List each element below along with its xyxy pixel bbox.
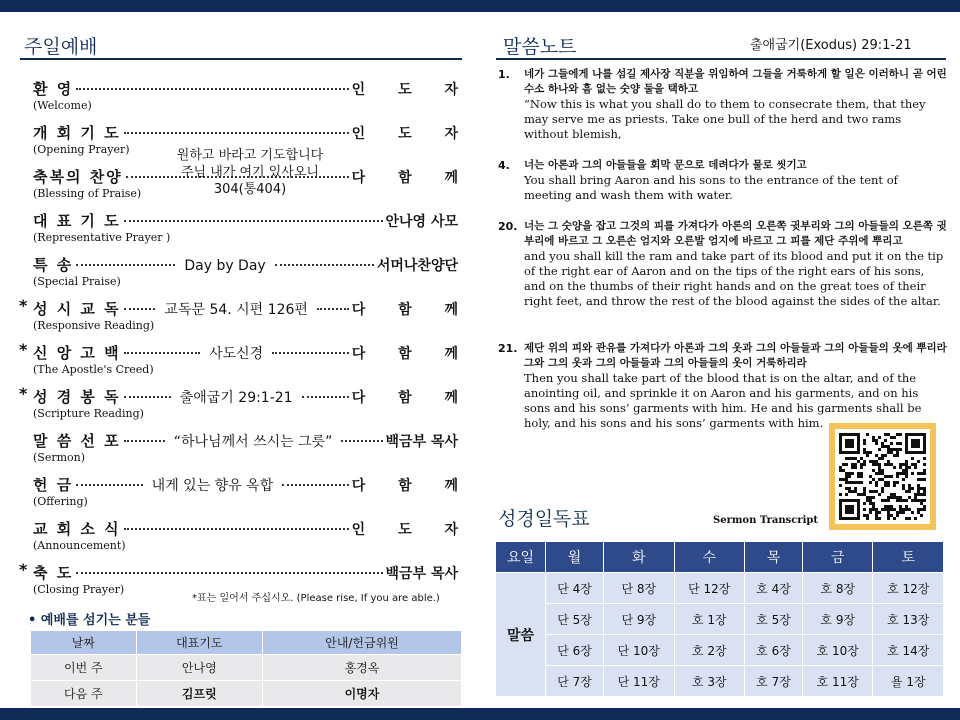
item-detail: Day by Day (184, 258, 266, 274)
reading-header-sat: 토 (873, 542, 944, 573)
leader-dots (76, 88, 348, 90)
leader-dots (124, 352, 200, 354)
reading-cell: 단 6장 (546, 635, 604, 666)
item-leader: 인 도 자 (351, 522, 472, 538)
item-leader: 백금부 목사 (385, 434, 459, 450)
table-row (31, 655, 462, 681)
item-english: (Scripture Reading) (33, 407, 144, 420)
reading-header-wed: 수 (674, 542, 744, 573)
servers-cell: 김프릿 (136, 681, 262, 707)
item-title: 헌 금 (33, 476, 74, 494)
item-title: 환 영 (33, 80, 74, 98)
verse-number: 1. (498, 68, 510, 81)
praise-line-1: 원하고 바라고 기도합니다 (176, 148, 324, 163)
sermon-notes-title: 말씀노트 (503, 36, 577, 58)
item-english: (Blessing of Praise) (33, 187, 142, 200)
leader-dots (124, 308, 156, 310)
hymn-number: 304(통404) (213, 182, 287, 197)
table-row (496, 635, 944, 666)
reading-header-thu: 목 (744, 542, 802, 573)
verse-english: Then you shall take part of the blood that is on the altar, and of the anointing oil, and sprinkle it on Aaron and his garments, and on his sons and his sons’ garments with him. He and his garments shall be holy, and his sons and his sons’ garments with him. (524, 371, 922, 430)
item-english: (Sermon) (33, 451, 86, 464)
reading-cell: 단 7장 (546, 666, 604, 697)
reading-header-mon: 월 (546, 542, 604, 573)
service-item (33, 78, 472, 112)
item-title: 말 씀 선 포 (33, 432, 121, 450)
item-english: (Representative Prayer ) (33, 231, 171, 244)
item-leader: 다 함 께 (351, 170, 472, 186)
leader-dots (341, 440, 382, 442)
service-item (33, 210, 458, 244)
notes-underline (496, 58, 946, 60)
item-title: 대 표 기 도 (33, 212, 121, 230)
item-title: 성 경 봉 독 (33, 388, 121, 406)
verse-20 (498, 219, 948, 309)
item-leader: 다 함 께 (351, 390, 473, 406)
rise-note: *표는 일어서 주십시오. (Please rise, If you are able.) (192, 593, 440, 604)
verse-number: 21. (498, 342, 518, 355)
worship-title: 주일예배 (24, 36, 98, 58)
item-title: 축복의 찬양 (33, 168, 123, 186)
servers-cell: 이번 주 (31, 655, 137, 681)
item-leader: 안나영 사모 (385, 214, 458, 230)
item-leader: 인 도 자 (351, 82, 472, 98)
reading-cell: 호 14장 (873, 635, 944, 666)
verse-korean: 네가 그들에게 나를 섬길 제사장 직분을 위임하여 그들을 거룩하게 할 일은 이러하니 곧 어린 수소 하나와 흠 없는 숫양 둘을 택하고 (524, 68, 947, 95)
service-item (33, 298, 473, 332)
reading-cell: 호 10장 (803, 635, 873, 666)
item-detail: 교독문 54. 시편 126편 (164, 302, 308, 318)
item-english: (Responsive Reading) (33, 319, 155, 332)
verse-1 (498, 67, 948, 142)
standing-marker: * (19, 384, 28, 403)
servers-table (30, 630, 462, 707)
verse-21 (498, 341, 948, 431)
item-detail: 출애굽기 29:1-21 (179, 390, 293, 406)
verse-4 (498, 158, 948, 203)
item-title: 특 송 (33, 256, 74, 274)
qr-code-icon (839, 433, 926, 520)
reading-cell: 호 11장 (803, 666, 873, 697)
leader-dots (76, 264, 175, 266)
service-item (33, 386, 473, 420)
reading-plan-table (495, 541, 944, 697)
item-english: (Opening Prayer) (33, 143, 130, 156)
item-leader: 인 도 자 (351, 126, 472, 142)
top-bar (0, 0, 960, 12)
item-english: (Announcement) (33, 539, 126, 552)
leader-dots (282, 484, 348, 486)
standing-marker: * (19, 560, 28, 579)
bottom-bar (0, 708, 960, 720)
item-leader: 백금부 목사 (385, 566, 458, 582)
praise-song (150, 147, 350, 198)
sermon-qr-code[interactable] (829, 423, 936, 530)
servers-cell: 안나영 (136, 655, 262, 681)
leader-dots (124, 528, 349, 530)
reading-cell: 호 4장 (744, 573, 802, 604)
item-english: (Offering) (33, 495, 88, 508)
table-row (496, 573, 944, 604)
standing-marker: * (19, 340, 28, 359)
servers-header-usher: 안내/헌금위원 (262, 631, 461, 655)
leader-dots (124, 132, 349, 134)
praise-line-2: 주님 내가 여기 있사오니 (181, 165, 319, 180)
item-english: (Welcome) (33, 99, 92, 112)
item-leader: 다 함 께 (351, 302, 473, 318)
table-row (31, 681, 462, 707)
service-item (33, 518, 472, 552)
leader-dots (124, 440, 165, 442)
verse-number: 20. (498, 220, 518, 233)
item-detail: 사도신경 (209, 346, 264, 362)
reading-cell: 단 4장 (546, 573, 604, 604)
servers-cell: 이명자 (262, 681, 461, 707)
service-item (33, 430, 458, 464)
standing-marker: * (19, 296, 28, 315)
item-title: 개 회 기 도 (33, 124, 121, 142)
reading-cell: 호 3장 (674, 666, 744, 697)
table-row (496, 604, 944, 635)
item-leader: 다 함 께 (351, 478, 473, 494)
leader-dots (124, 396, 171, 398)
leader-dots (76, 484, 142, 486)
reading-header-day: 요일 (496, 542, 546, 573)
leader-dots (124, 220, 383, 222)
service-item (33, 474, 473, 508)
item-detail: “하나님께서 쓰시는 그릇” (173, 434, 333, 450)
verse-english: “Now this is what you shall do to them to consecrate them, that they may serve me as priests. Take one bull of the herd and two rams without blemish, (524, 97, 926, 141)
servers-header-date: 날짜 (31, 631, 137, 655)
item-detail: 내게 있는 향유 옥합 (151, 478, 274, 494)
reading-cell: 호 12장 (873, 573, 944, 604)
reading-cell: 호 9장 (803, 604, 873, 635)
item-title: 교 회 소 식 (33, 520, 121, 538)
item-english: (Special Praise) (33, 275, 121, 288)
item-leader: 다 함 께 (351, 346, 473, 362)
leader-dots (76, 572, 382, 574)
reading-header-tue: 화 (604, 542, 674, 573)
reading-cell: 호 8장 (803, 573, 873, 604)
reading-cell: 호 7장 (744, 666, 802, 697)
verse-korean: 제단 위의 피와 관유를 가져다가 아론과 그의 옷과 그의 아들들과 그의 아들들의 옷에 뿌리라 그와 그의 옷과 그의 아들들과 그의 아들들의 옷이 거룩하리라 (524, 342, 947, 369)
reading-cell: 단 11장 (604, 666, 674, 697)
verse-korean: 너는 아론과 그의 아들들을 회막 문으로 데려다가 물로 씻기고 (524, 159, 807, 171)
reading-header-fri: 금 (803, 542, 873, 573)
title-underline (20, 58, 462, 60)
reading-cell: 호 6장 (744, 635, 802, 666)
item-english: (Closing Prayer) (33, 583, 125, 596)
reading-cell: 단 8장 (604, 573, 674, 604)
service-item (33, 342, 473, 376)
reading-cell: 단 9장 (604, 604, 674, 635)
reading-cell: 호 1장 (674, 604, 744, 635)
reading-cell: 호 2장 (674, 635, 744, 666)
item-title: 축 도 (33, 564, 74, 582)
servers-cell: 홍경옥 (262, 655, 461, 681)
table-row (496, 666, 944, 697)
leader-dots (302, 396, 349, 398)
leader-dots (272, 352, 348, 354)
reading-plan-title: 성경일독표 (498, 508, 590, 530)
verse-korean: 너는 그 숫양을 잡고 그것의 피를 가져다가 아론의 오른쪽 귓부리와 그의 아들들의 오른쪽 귓부리에 바르고 그 오른손 엄지와 오른발 엄지에 바르고 그 피를 제단 주위에 뿌리고 (524, 220, 947, 247)
qr-label: Sermon Transcript (713, 515, 818, 526)
reading-cell: 단 10장 (604, 635, 674, 666)
service-item (33, 254, 458, 288)
verse-number: 4. (498, 159, 510, 172)
item-title: 성 시 교 독 (33, 300, 121, 318)
servers-cell: 다음 주 (31, 681, 137, 707)
servers-title: • 예배를 섬기는 분들 (28, 613, 151, 628)
reading-cell: 호 13장 (873, 604, 944, 635)
leader-dots (317, 308, 349, 310)
leader-dots (275, 264, 374, 266)
item-english: (The Apostle's Creed) (33, 363, 154, 376)
verse-english: You shall bring Aaron and his sons to the entrance of the tent of meeting and wash them with water. (524, 173, 898, 202)
reading-cell: 단 12장 (674, 573, 744, 604)
reading-cell: 호 5장 (744, 604, 802, 635)
item-leader: 서머나찬양단 (376, 258, 459, 274)
reading-cell: 단 5장 (546, 604, 604, 635)
reading-row-label: 말씀 (496, 573, 546, 697)
verse-english: and you shall kill the ram and take part of its blood and put it on the tip of the right ear of Aaron and on the tips of the right ears of his sons, and on the thumbs of their right hands and on the great toes of their right feet, and throw the rest of the blood against the sides of the altar. (524, 249, 944, 308)
servers-header-prayer: 대표기도 (136, 631, 262, 655)
scripture-reference: 출애굽기(Exodus) 29:1-21 (750, 38, 912, 53)
item-title: 신 앙 고 백 (33, 344, 121, 362)
reading-cell: 욜 1장 (873, 666, 944, 697)
